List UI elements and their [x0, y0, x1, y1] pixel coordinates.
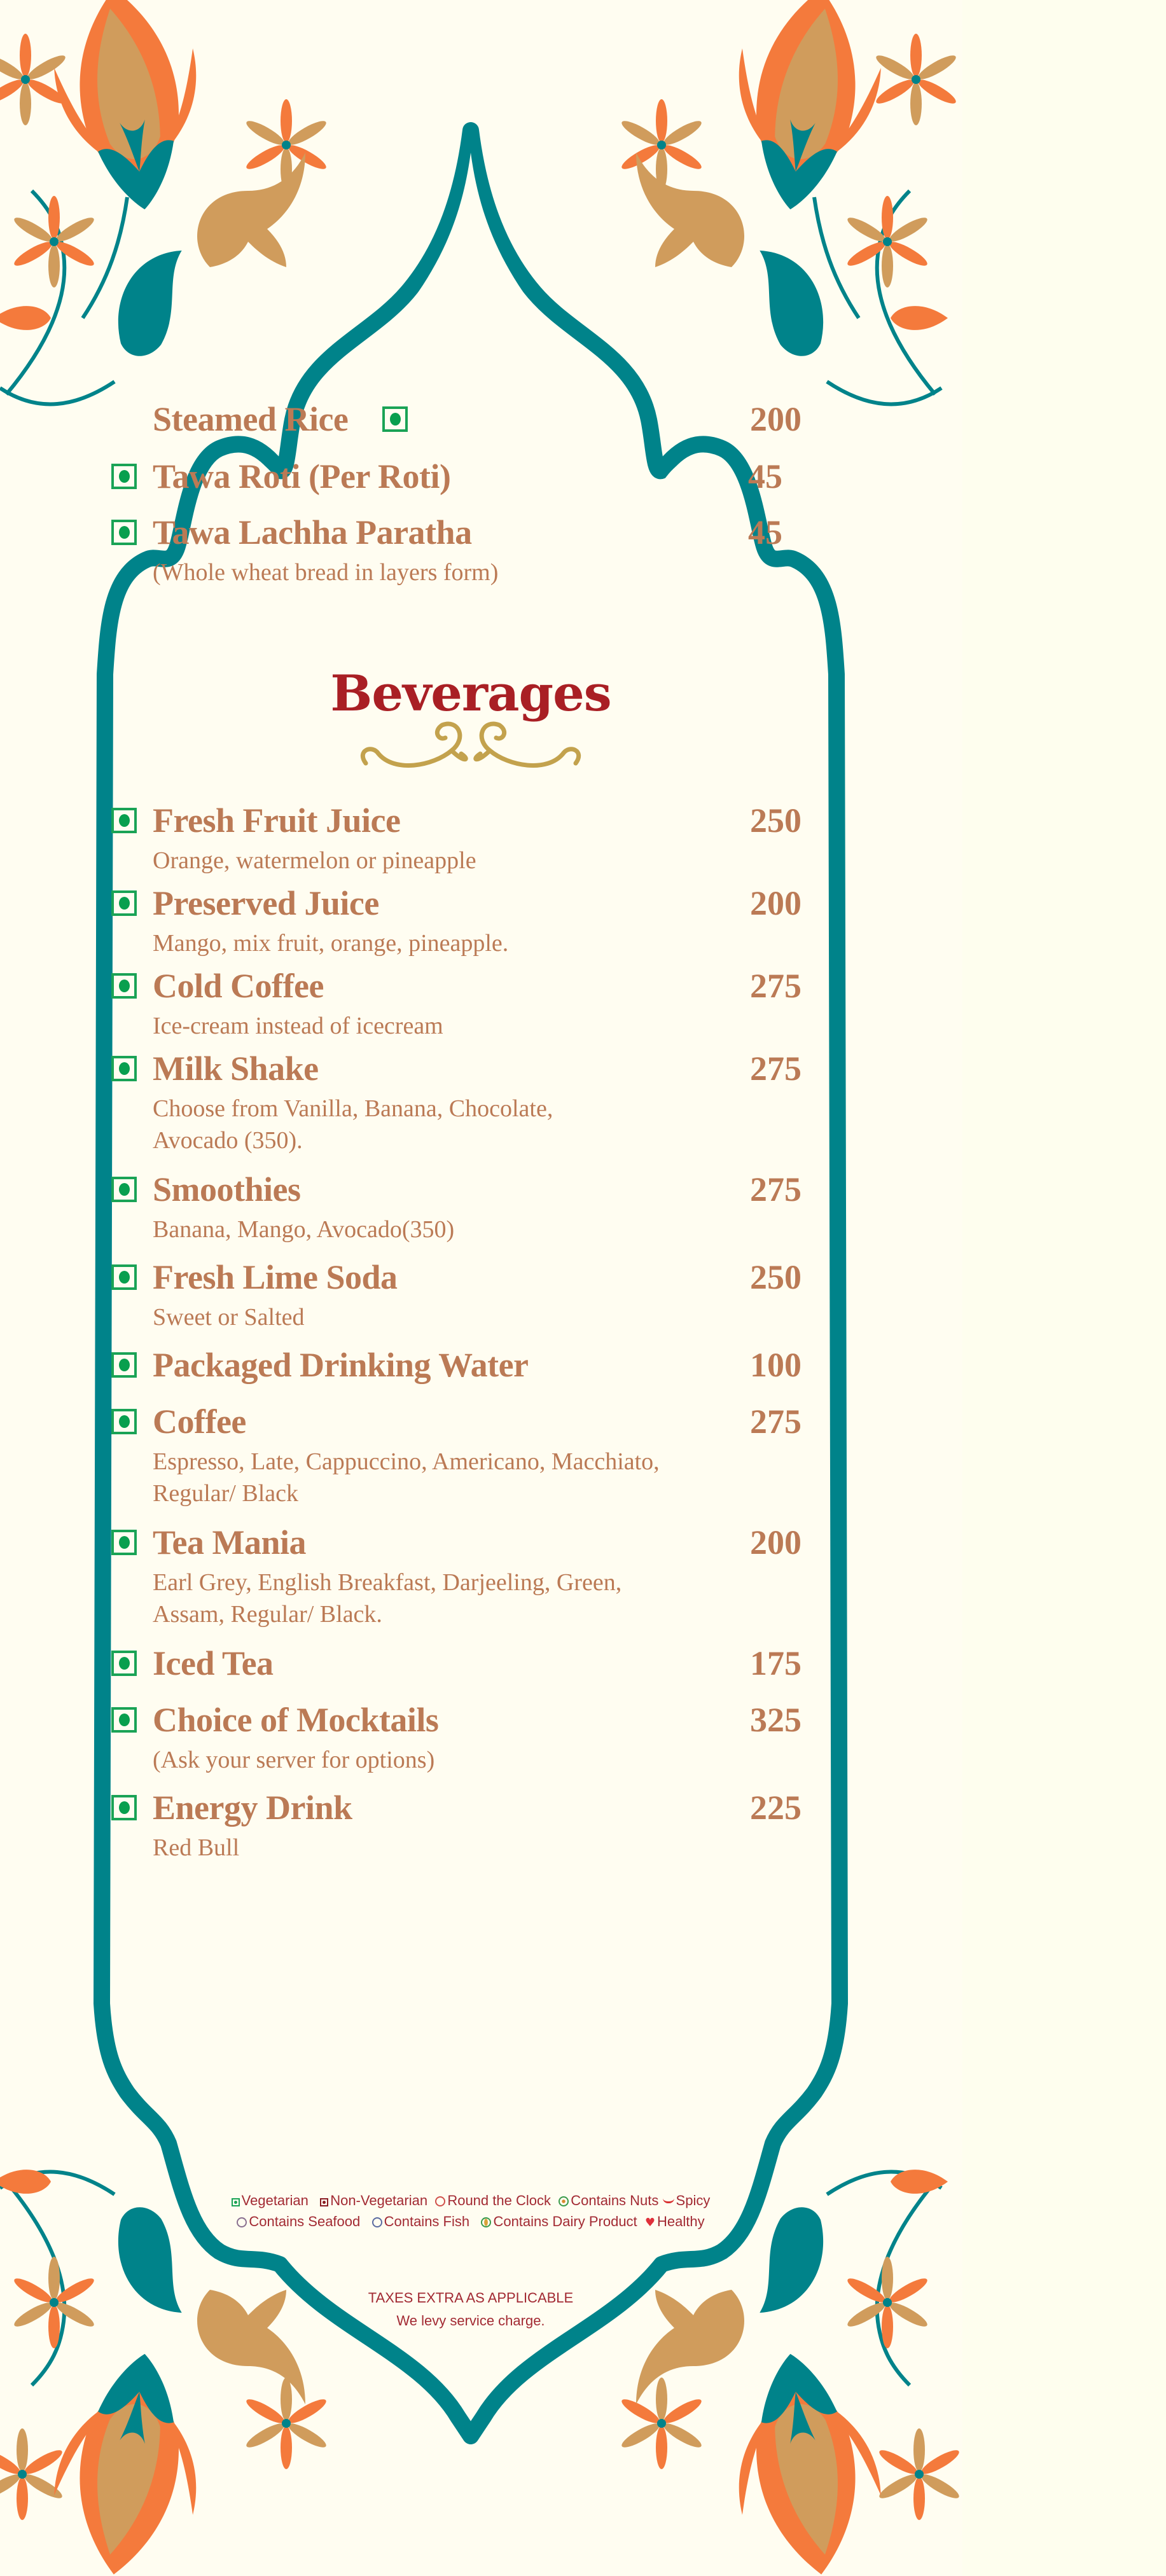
menu-item-price: 275 [750, 1049, 802, 1088]
clock-24-icon [435, 2196, 445, 2206]
menu-item-price: 275 [750, 1402, 802, 1441]
veg-icon [111, 464, 137, 489]
menu-item-price: 175 [750, 1644, 802, 1682]
legend-label: Vegetarian [241, 2192, 309, 2208]
menu-item-name: Energy Drink [153, 1789, 352, 1827]
dairy-icon [481, 2217, 491, 2227]
veg-icon [111, 1795, 137, 1820]
menu-item-description: Ice-cream instead of icecream [153, 1013, 443, 1039]
menu-item-price: 200 [750, 884, 802, 922]
section-title: Beverages [330, 665, 611, 723]
veg-icon [111, 1530, 137, 1555]
veg-icon [111, 973, 137, 999]
menu-item-description: Avocado (350). [153, 1127, 303, 1154]
veg-icon [111, 1264, 137, 1290]
menu-item-description: Mango, mix fruit, orange, pineapple. [153, 930, 509, 957]
menu-item-name: Tea Mania [153, 1523, 307, 1562]
chili-icon [663, 2198, 674, 2203]
service-charge-note: We levy service charge. [396, 2313, 545, 2329]
menu-item-description: Red Bull [153, 1834, 240, 1861]
veg-icon [111, 890, 137, 916]
menu-item-price: 275 [750, 967, 802, 1005]
menu-item-price: 200 [750, 400, 802, 438]
nuts-icon [559, 2196, 569, 2206]
menu-item-name: Choice of Mocktails [153, 1701, 439, 1739]
menu-item-description: (Whole wheat bread in layers form) [153, 559, 499, 586]
menu-item-name: Coffee [153, 1402, 246, 1441]
taxes-note: TAXES EXTRA AS APPLICABLE [368, 2290, 574, 2306]
menu-item-description: Earl Grey, English Breakfast, Darjeeling, Green, [153, 1569, 622, 1596]
menu-item-price: 250 [750, 801, 802, 840]
menu-item-name: Milk Shake [153, 1049, 319, 1088]
menu-item-name: Packaged Drinking Water [153, 1346, 529, 1384]
menu-item-name: Tawa Lachha Paratha [153, 513, 472, 551]
non-veg-icon [320, 2198, 328, 2206]
veg-icon [382, 406, 408, 432]
veg-icon [111, 1651, 137, 1676]
veg-icon [111, 1409, 137, 1434]
menu-item-name: Iced Tea [153, 1644, 274, 1682]
menu-item-description: Banana, Mango, Avocado(350) [153, 1216, 455, 1243]
menu-item-description: Orange, watermelon or pineapple [153, 847, 476, 874]
ornament-top-right [619, 0, 959, 404]
menu-item-description: (Ask your server for options) [153, 1747, 435, 1773]
menu-item-name: Steamed Rice [153, 400, 349, 438]
menu-item-name: Fresh Fruit Juice [153, 801, 401, 840]
veg-icon [111, 808, 137, 833]
menu-item-price: 250 [750, 1258, 802, 1296]
menu-item-description: Regular/ Black [153, 1480, 298, 1507]
menu-item-name: Fresh Lime Soda [153, 1258, 398, 1296]
veg-icon [111, 1056, 137, 1081]
veg-icon [111, 520, 137, 545]
menu-item-price: 275 [750, 1170, 802, 1208]
menu-item-name: Cold Coffee [153, 967, 324, 1005]
menu-item-description: Assam, Regular/ Black. [153, 1601, 382, 1628]
veg-icon [111, 1707, 137, 1733]
legend-label: Contains Dairy Product [493, 2213, 637, 2229]
legend-label: Contains Seafood [249, 2213, 361, 2229]
legend-label: Healthy [657, 2213, 705, 2229]
menu-item-price: 325 [750, 1701, 802, 1739]
menu-item-description: Espresso, Late, Cappuccino, Americano, Macchiato, [153, 1448, 660, 1475]
ornament-top-left [0, 0, 329, 404]
fish-icon [372, 2217, 382, 2227]
legend-label: Non-Vegetarian [330, 2192, 428, 2208]
menu-item-name: Tawa Roti (Per Roti) [153, 457, 451, 495]
heart-icon: ♥ [644, 2216, 656, 2229]
menu-item-description: Choose from Vanilla, Banana, Chocolate, [153, 1095, 553, 1122]
menu-item-description: Sweet or Salted [153, 1304, 305, 1331]
legend-row-1 [0, 2191, 941, 2211]
veg-icon [111, 1352, 137, 1378]
legend-row-2 [0, 2212, 941, 2233]
menu-item-name: Preserved Juice [153, 884, 379, 922]
legend-label: Contains Fish [384, 2213, 470, 2229]
veg-icon [111, 1177, 137, 1202]
seafood-icon [237, 2217, 247, 2227]
veg-icon [232, 2198, 240, 2206]
legend-label: Contains Nuts [571, 2192, 659, 2208]
menu-item-name: Smoothies [153, 1170, 301, 1208]
menu-item-price: 45 [748, 457, 782, 495]
menu-item-price: 200 [750, 1523, 802, 1562]
legend-label: Round the Clock [447, 2192, 551, 2208]
menu-item-price: 225 [750, 1789, 802, 1827]
menu-item-price: 100 [750, 1346, 802, 1384]
menu-item-price: 45 [748, 513, 782, 551]
legend-label: Spicy [676, 2192, 711, 2208]
